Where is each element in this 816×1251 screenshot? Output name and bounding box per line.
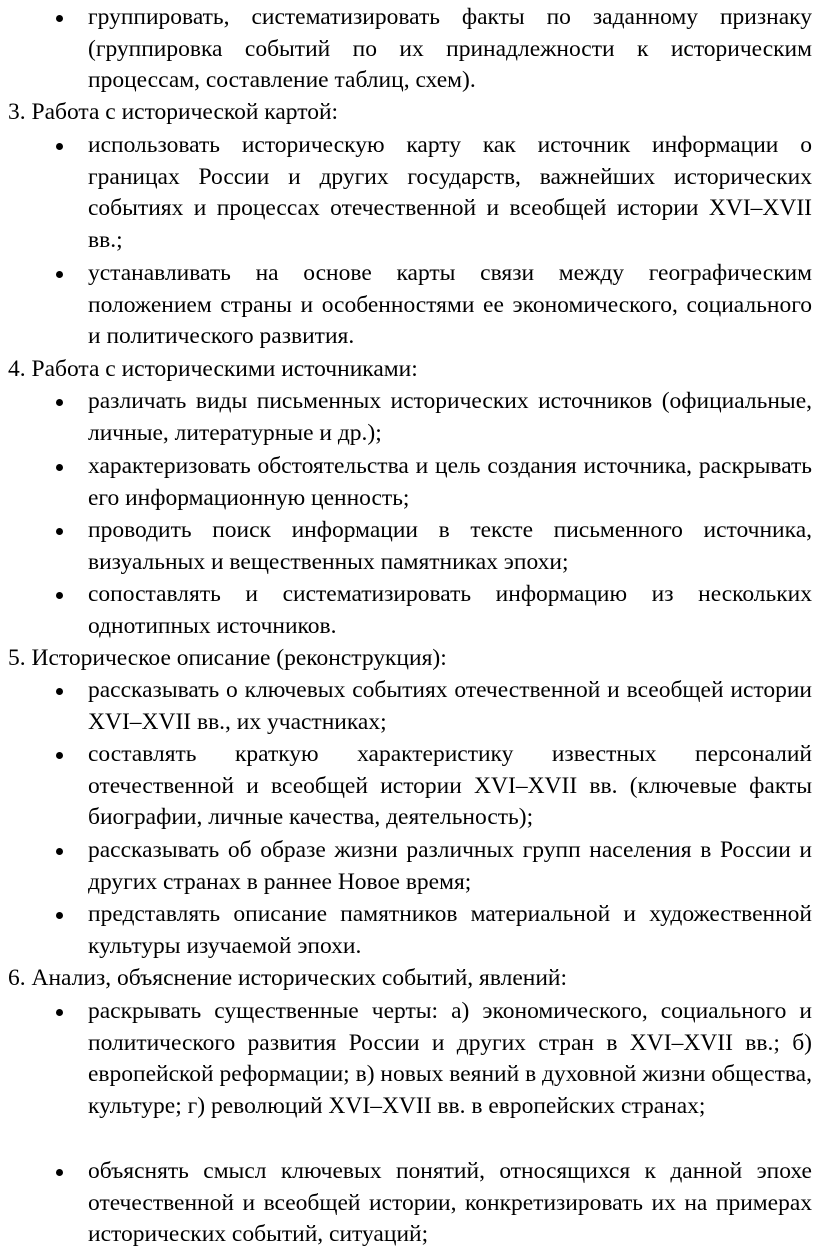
list-item-text: объяснять смысл ключевых понятий, относящихся к данной эпохе отечественной и всеобщей истории, конкретизировать их на примерах исторических событий, ситуаций; bbox=[88, 1158, 812, 1247]
bullet-icon bbox=[56, 688, 63, 695]
section-heading: 5. Историческое описание (реконструкция): bbox=[8, 645, 447, 671]
list-item-text: различать виды письменных исторических источников (официальные, личные, литературные и др.); bbox=[88, 388, 812, 446]
bullet-icon bbox=[56, 1169, 63, 1176]
bullet-icon bbox=[56, 752, 63, 759]
list-item-text: характеризовать обстоятельства и цель создания источника, раскрывать его информационную ценность; bbox=[88, 453, 812, 511]
bullet-icon bbox=[56, 592, 63, 599]
bullet-icon bbox=[56, 143, 63, 150]
bullet-icon bbox=[56, 528, 63, 535]
list-item-text: составлять краткую характеристику известных персоналий отечественной и всеобщей истории XVI–XVII вв. (ключевые факты биографии, личные качества, деятельность); bbox=[88, 741, 812, 830]
bullet-icon bbox=[56, 464, 63, 471]
list-item-text: группировать, систематизировать факты по заданному признаку (группировка событий по их принадлежности к историческим процессам, составление таблиц, схем). bbox=[88, 4, 812, 93]
bullet-icon bbox=[56, 912, 63, 919]
section-heading: 3. Работа с исторической картой: bbox=[8, 99, 339, 125]
list-item-text: рассказывать о ключевых событиях отечественной и всеобщей истории XVI–XVII вв., их участниках; bbox=[88, 677, 812, 735]
list-item-text: рассказывать об образе жизни различных групп населения в России и других странах в раннее Новое время; bbox=[88, 837, 812, 895]
list-item-text: раскрывать существенные черты: а) экономического, социального и политического развития России и других стран в XVI–XVII вв.; б) европейской реформации; в) новых веяний в духовной жизни общества, культуре; г) революций XVI–XVII вв. в европейских странах; bbox=[88, 998, 812, 1119]
list-item-text: использовать историческую карту как источник информации о границах России и других государств, важнейших исторических событиях и процессах отечественной и всеобщей истории XVI–XVII вв.; bbox=[88, 132, 812, 253]
bullet-icon bbox=[56, 399, 63, 406]
list-item-text: сопоставлять и систематизировать информацию из нескольких однотипных источников. bbox=[88, 581, 812, 639]
bullet-icon bbox=[56, 15, 63, 22]
bullet-icon bbox=[56, 1009, 63, 1016]
section-heading: 6. Анализ, объяснение исторических событий, явлений: bbox=[8, 965, 568, 991]
section-heading: 4. Работа с историческими источниками: bbox=[8, 356, 418, 382]
list-item-text: проводить поиск информации в тексте письменного источника, визуальных и вещественных памятниках эпохи; bbox=[88, 517, 812, 575]
list-item-text: представлять описание памятников материальной и художественной культуры изучаемой эпохи. bbox=[88, 901, 812, 959]
list-item-text: устанавливать на основе карты связи между географическим положением страны и особенностями ее экономического, социального и политического развития. bbox=[88, 260, 812, 349]
bullet-icon bbox=[56, 271, 63, 278]
bullet-icon bbox=[56, 848, 63, 855]
